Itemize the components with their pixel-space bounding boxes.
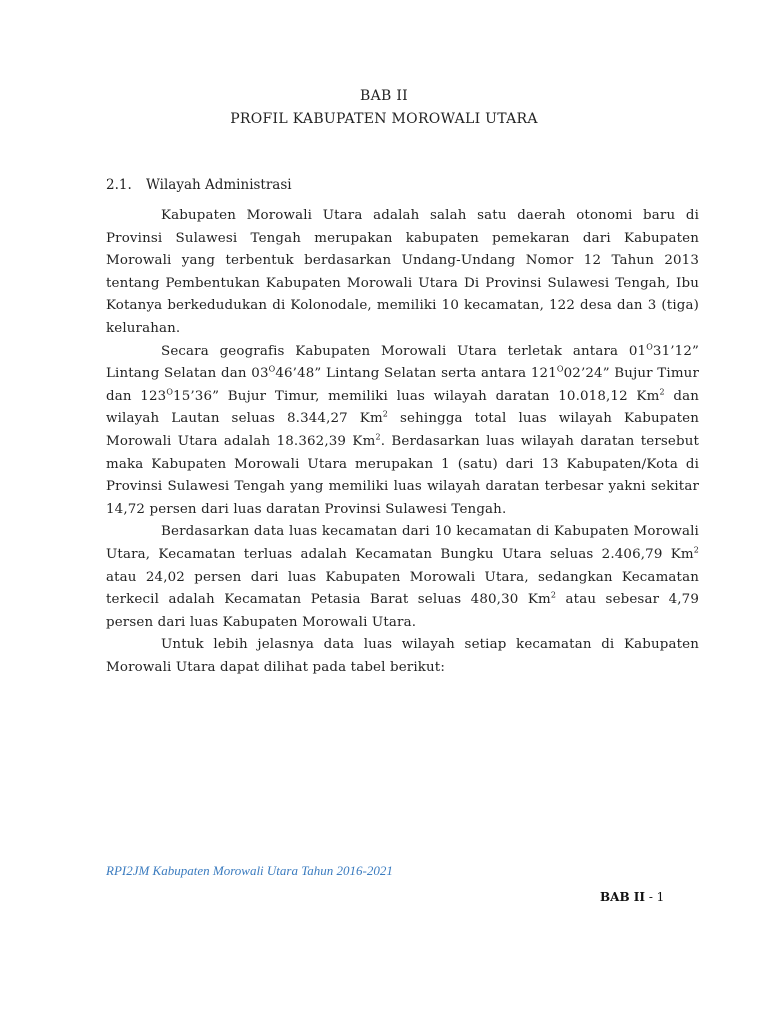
page-suffix: - 1: [645, 890, 665, 904]
paragraph-2: [106, 341, 699, 522]
superscript: 2: [693, 545, 699, 555]
degree-mark: O: [556, 364, 564, 374]
superscript: 2: [550, 590, 557, 600]
superscript: 2: [659, 387, 665, 397]
footer-document-title: RPI2JM Kabupaten Morowali Utara Tahun 2016-2021: [106, 863, 393, 878]
degree-mark: O: [646, 342, 653, 352]
paragraph-1: Kabupaten Morowali Utara adalah salah satu daerah otonomi baru di Provinsi Sulawesi Tengah merupakan kabupaten pemekaran dari Kabupaten Morowali yang terbentuk berdasarkan Undang-Undang Nomor 12 Tahun 2013 tentang Pembentukan Kabupaten Morowali Utara Di Provinsi Sulawesi Tengah, Ibu Kotanya berkedudukan di Kolonodale, memiliki 10 kecamatan, 122 desa dan 3 (tiga) kelurahan.: [106, 208, 699, 336]
chapter-number: BAB II: [360, 88, 408, 104]
text-run: Secara geografis Kabupaten Morowali Utara terletak antara 01: [161, 343, 647, 359]
page-label: BAB II: [600, 890, 645, 904]
degree-mark: O: [268, 364, 276, 374]
text-run: atau sebesar 4,79 persen dari luas Kabupaten Morowali Utara.: [106, 592, 699, 630]
chapter-title: PROFIL KABUPATEN MOROWALI UTARA: [230, 111, 538, 127]
footer-page-number: [600, 890, 664, 904]
superscript: 2: [382, 409, 389, 419]
text-run: 46’48” Lintang Selatan serta antara 121: [275, 366, 557, 382]
text-run: sehingga total luas wilayah Kabupaten Morowali Utara adalah 18.362,39 Km: [106, 411, 699, 449]
degree-mark: O: [166, 387, 174, 397]
paragraph-4: Untuk lebih jelasnya data luas wilayah setiap kecamatan di Kabupaten Morowali Utara dapat dilihat pada tabel berikut:: [106, 637, 699, 675]
section-heading: [106, 177, 292, 193]
text-run: 31’12” Lintang Selatan dan 03: [106, 343, 699, 382]
text-run: 02’24” Bujur Timur dan 123: [106, 366, 699, 404]
section-number: 2.1.: [106, 177, 132, 193]
text-run: dan wilayah Lautan seluas 8.344,27 Km: [106, 388, 699, 427]
section-title: Wilayah Administrasi: [146, 177, 292, 193]
body-text: [106, 205, 699, 679]
superscript: 2: [375, 432, 381, 442]
paragraph-3: [106, 521, 699, 634]
text-run: Berdasarkan data luas kecamatan dari 10 kecamatan di Kabupaten Morowali Utara, Kecamatan terluas adalah Kecamatan Bungku Utara seluas 2.406,79 Km: [106, 524, 699, 562]
text-run: . Berdasarkan luas wilayah daratan tersebut maka Kabupaten Morowali Utara merupakan 1 (satu) dari 13 Kabupaten/Kota di Provinsi Sulawesi Tengah yang memiliki luas wilayah daratan terbesar yakni sekitar 14,72 persen dari luas daratan Provinsi Sulawesi Tengah.: [106, 433, 699, 517]
text-run: 15’36” Bujur Timur, memiliki luas wilayah daratan 10.018,12 Km: [173, 388, 660, 404]
text-run: atau 24,02 persen dari luas Kabupaten Morowali Utara, sedangkan Kecamatan terkecil adalah Kecamatan Petasia Barat seluas 480,30 Km: [106, 569, 699, 608]
